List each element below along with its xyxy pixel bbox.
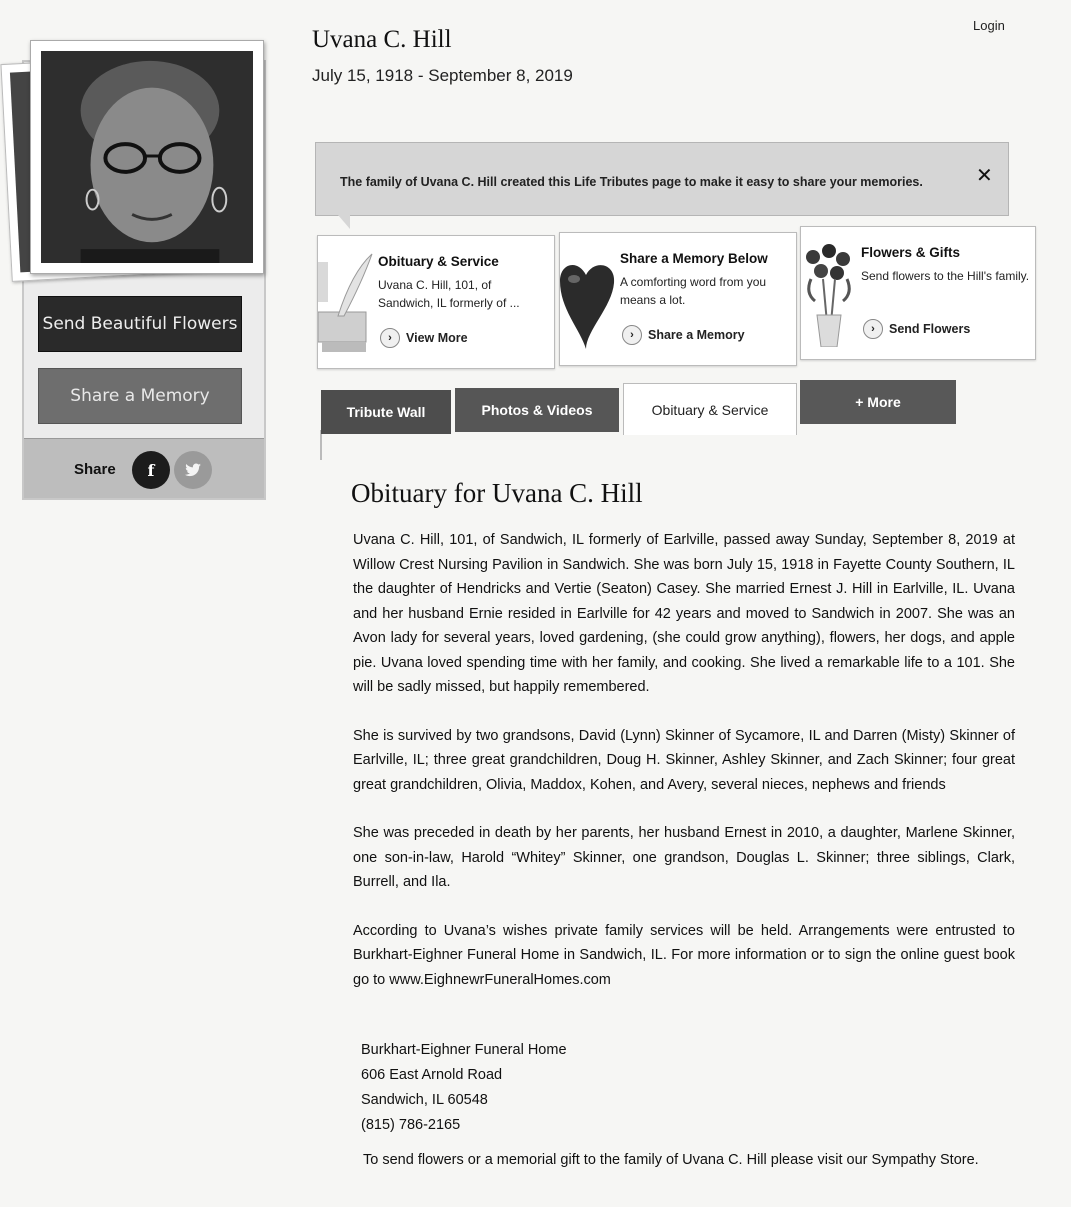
close-icon[interactable]: ✕ [976, 165, 993, 187]
share-memory-link[interactable] [622, 325, 745, 345]
tab-photos-videos[interactable]: Photos & Videos [455, 388, 619, 432]
login-link[interactable]: Login [973, 18, 1005, 33]
card-desc: Uvana C. Hill, 101, of Sandwich, IL formerly of ... [378, 278, 520, 310]
share-label: Share [74, 461, 116, 478]
view-more-link[interactable] [380, 328, 468, 348]
send-flowers-link[interactable] [863, 319, 970, 339]
card-link-label: View More [406, 331, 468, 345]
facebook-icon[interactable]: f [132, 451, 170, 489]
heart-icon [560, 249, 616, 353]
address-line: 606 East Arnold Road [361, 1067, 503, 1083]
portrait-image [41, 51, 253, 263]
phone-number: (815) 786-2165 [361, 1117, 461, 1133]
tab-tribute-wall[interactable]: Tribute Wall [321, 390, 451, 434]
send-flowers-button[interactable]: Send Beautiful Flowers [38, 296, 242, 352]
banner-tail [338, 215, 350, 229]
life-dates: July 15, 1918 - September 8, 2019 [312, 66, 573, 85]
address-line: Burkhart-Eighner Funeral Home [361, 1042, 567, 1058]
flower-vase-icon [801, 243, 857, 347]
chevron-right-icon: › [863, 319, 883, 339]
card-title: Share a Memory Below [620, 251, 768, 266]
tab-more[interactable]: + More [800, 380, 956, 424]
funeral-home-address [361, 1038, 567, 1138]
card-desc: A comforting word from you means a lot. [620, 275, 767, 307]
tabs-divider [320, 430, 322, 460]
card-link-label: Share a Memory [648, 328, 745, 342]
book-quill-icon [318, 252, 374, 356]
sympathy-store-note: To send flowers or a memorial gift to the family of Uvana C. Hill please visit our Sympathy Store. [363, 1152, 979, 1168]
obituary-paragraph: According to Uvana’s wishes private family services will be held. Arrangements were entrusted to Burkhart-Eighner Funeral Home in Sandwich, IL. For more information or to sign the online guest book go to www.EighnewrFuneralHomes.com [353, 922, 1015, 988]
card-title: Obituary & Service [378, 254, 499, 269]
chevron-right-icon: › [622, 325, 642, 345]
obituary-title: Obituary for Uvana C. Hill [351, 478, 643, 508]
info-banner [315, 142, 1009, 216]
banner-text: The family of Uvana C. Hill created this Life Tributes page to make it easy to share your memories. [340, 175, 923, 189]
address-line: Sandwich, IL 60548 [361, 1092, 488, 1108]
chevron-right-icon: › [380, 328, 400, 348]
card-link-label: Send Flowers [889, 322, 971, 336]
card-share-memory[interactable] [559, 232, 797, 366]
twitter-icon[interactable] [174, 451, 212, 489]
obituary-body [353, 528, 1015, 1016]
twitter-bird-icon [185, 463, 201, 477]
card-obituary-service[interactable] [317, 235, 555, 369]
card-title: Flowers & Gifts [861, 245, 961, 260]
obituary-paragraph: Uvana C. Hill, 101, of Sandwich, IL formerly of Earlville, passed away Sunday, September 8, 2019 at Willow Crest Nursing Pavilion in Sandwich. She was born July 15, 1918 in Fayette County Southern, IL the daughter of Hendricks and Vertie (Seaton) Casey. She married Ernest J. Hill in Earlville, IL. Uvana and her husband Ernie resided in Earlville for 42 years and moved to Sandwich in 2007. She was an Avon lady for several years, loved gardening, (she could grow anything), flowers, her dogs, and apple pie. Uvana loved spending time with her family, and cooking. She lived a remarkable life to a 101. She will be sadly missed, but happily remembered. [353, 532, 1015, 695]
card-desc: Send flowers to the Hill's family. [861, 269, 1030, 283]
obituary-paragraph: She was preceded in death by her parents, her husband Ernest in 2010, a daughter, Marlene Skinner, one son-in-law, Harold “Whitey” Skinner, one grandson, Douglas L. Skinner; three siblings, Clark, Burrell, and Ila. [353, 825, 1015, 890]
share-bar [24, 438, 264, 498]
page-title: Uvana C. Hill [312, 26, 452, 53]
obituary-paragraph: She is survived by two grandsons, David (Lynn) Skinner of Sycamore, IL and Darren (Misty) Skinner of Earlville, IL; three great grandchildren, Doug H. Skinner, Ashley Skinner, and Zach Skinner; four great great grandchildren, Olivia, Maddox, Kohen, and Avery, several nieces, nephews and friends [353, 727, 1015, 793]
share-memory-button[interactable]: Share a Memory [38, 368, 242, 424]
tab-obituary-service[interactable]: Obituary & Service [623, 383, 797, 435]
card-flowers-gifts[interactable] [800, 226, 1036, 360]
portrait-photo [30, 40, 264, 274]
